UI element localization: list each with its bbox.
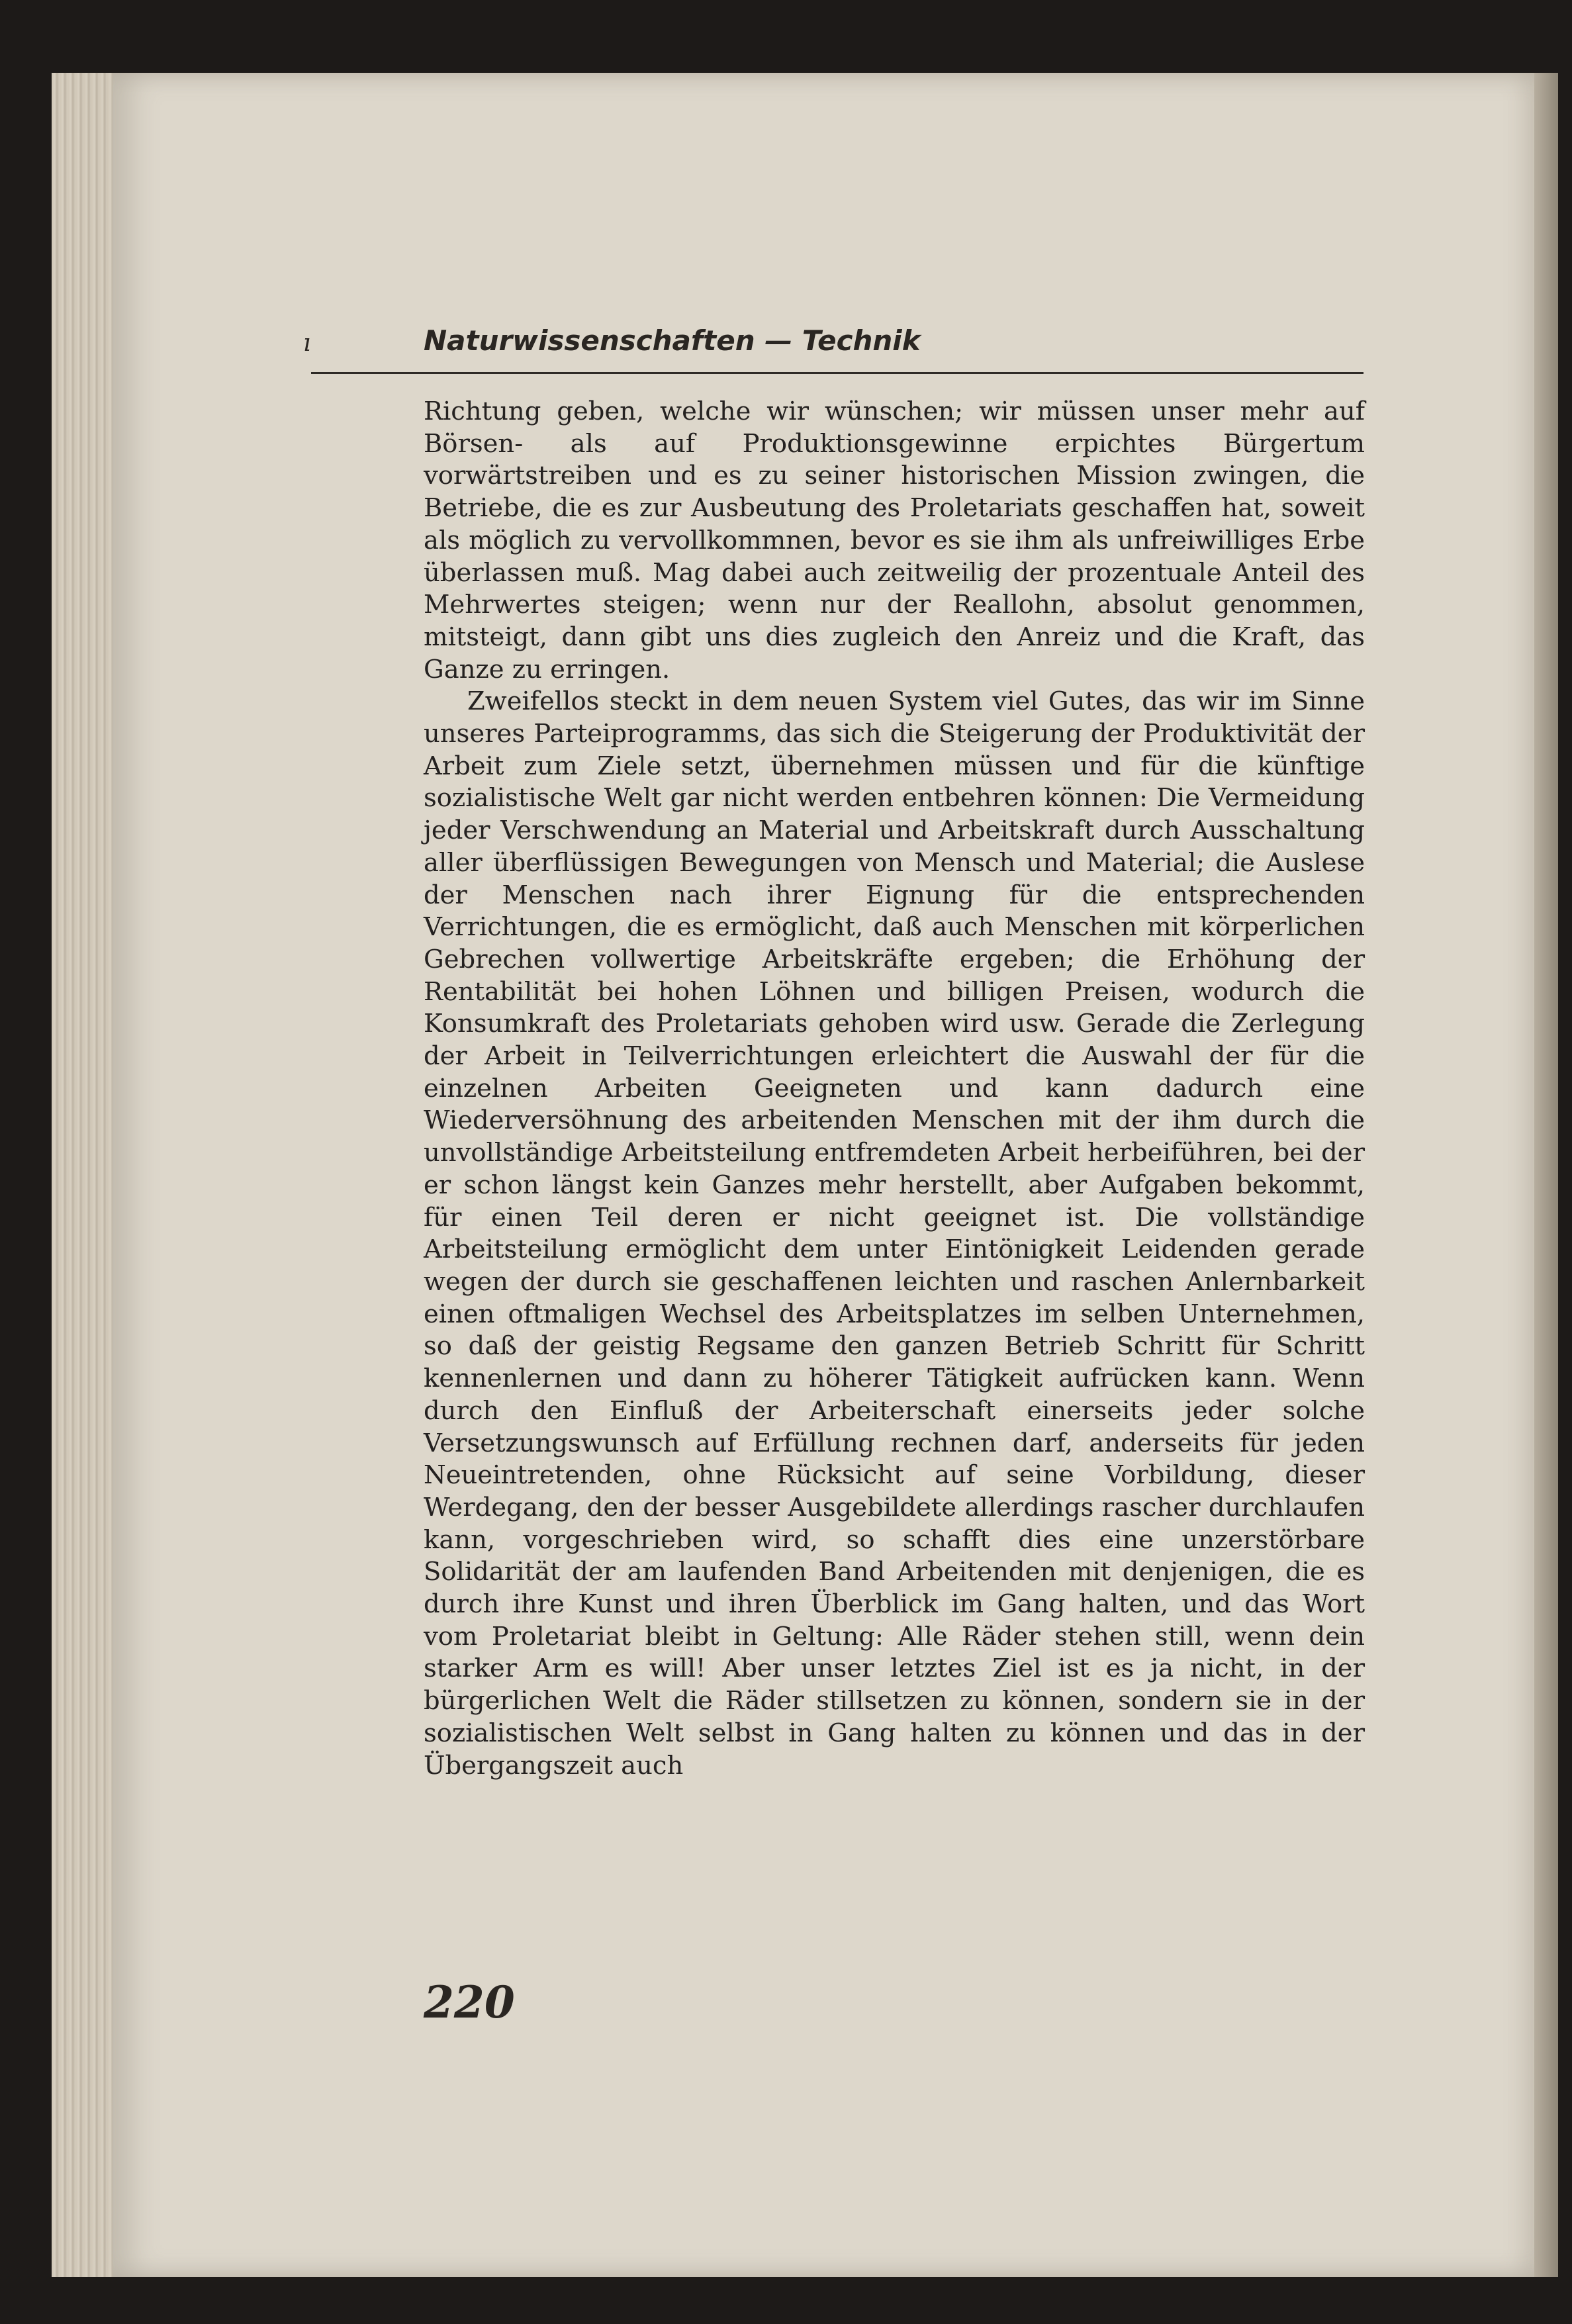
paragraph: Richtung geben, welche wir wünschen; wir müssen unser mehr auf Börsen- als auf Produktionsgewinne erpichtes Bürgertum vorwärtstreiben und es zu seiner historischen Mission zwingen, die Betriebe, die es zur Ausbeutung des Proletariats geschaffen hat, soweit als möglich zu vervollkommnen, bevor es sie ihm als unfreiwilliges Erbe überlassen muß. Mag dabei auch zeitweilig der prozentuale Anteil des Mehrwertes steigen; wenn nur der Reallohn, absolut genommen, mitsteigt, dann gibt uns dies zugleich den Anreiz und die Kraft, das Ganze zu erringen.	[424, 396, 1365, 684]
running-head	[303, 323, 1364, 374]
running-head-mark: ı	[303, 330, 311, 357]
page-number: 220	[424, 1976, 515, 2028]
running-head-title: Naturwissenschaften — Technik	[424, 324, 921, 357]
paragraph: Zweifellos steckt in dem neuen System viel Gutes, das wir im Sinne unseres Parteiprogramms, das sich die Steigerung der Produktivität der Arbeit zum Ziele setzt, übernehmen müssen und für die künftige sozialistische Welt gar nicht werden entbehren können: Die Vermeidung jeder Verschwendung an Material und Arbeitskraft durch Ausschaltung aller überflüssigen Bewegungen von Mensch und Material; die Auslese der Menschen nach ihrer Eignung für die entsprechenden Verrichtungen, die es ermöglicht, daß auch Menschen mit körperlichen Gebrechen vollwertige Arbeitskräfte ergeben; die Erhöhung der Rentabilität bei hohen Löhnen und billigen Preisen, wodurch die Konsumkraft des Proletariats gehoben wird usw. Gerade die Zerlegung der Arbeit in Teilverrichtungen erleichtert die Auswahl der für die einzelnen Arbeiten Geeigneten und kann dadurch eine Wiederversöhnung des arbeitenden Menschen mit der ihm durch die unvollständige Arbeitsteilung entfremdeten Arbeit herbeiführen, bei der er schon längst kein Ganzes mehr herstellt, aber Aufgaben bekommt, für einen Teil deren er nicht geeignet ist. Die vollständige Arbeitsteilung ermöglicht dem unter Eintönigkeit Leidenden gerade wegen der durch sie geschaffenen leichten und raschen Anlernbarkeit einen oftmaligen Wechsel des Arbeitsplatzes im selben Unternehmen, so daß der geistig Regsame den ganzen Betrieb Schritt für Schritt kennenlernen und dann zu höherer Tätigkeit aufrücken kann. Wenn durch den Einfluß der Arbeiterschaft einerseits jeder solche Versetzungswunsch auf Erfüllung rechnen darf, anderseits für jeden Neueintretenden, ohne Rücksicht auf seine Vorbildung, dieser Werdegang, den der besser Ausgebildete allerdings rascher durchlaufen kann, vorgeschrieben wird, so schafft dies eine unzerstörbare Solidarität der am laufenden Band Arbeitenden mit denjenigen, die es durch ihre Kunst und ihren Überblick im Gang halten, und das Wort vom Proletariat bleibt in Geltung: Alle Räder stehen still, wenn dein starker Arm es will! Aber unser letztes Ziel ist es ja nicht, in der bürgerlichen Welt die Räder stillsetzen zu können, sondern sie in der sozialistischen Welt selbst in Gang halten zu können und das in der Übergangszeit auch	[424, 686, 1365, 1781]
right-page-edge	[1534, 73, 1558, 2277]
body-text	[424, 396, 1365, 1782]
